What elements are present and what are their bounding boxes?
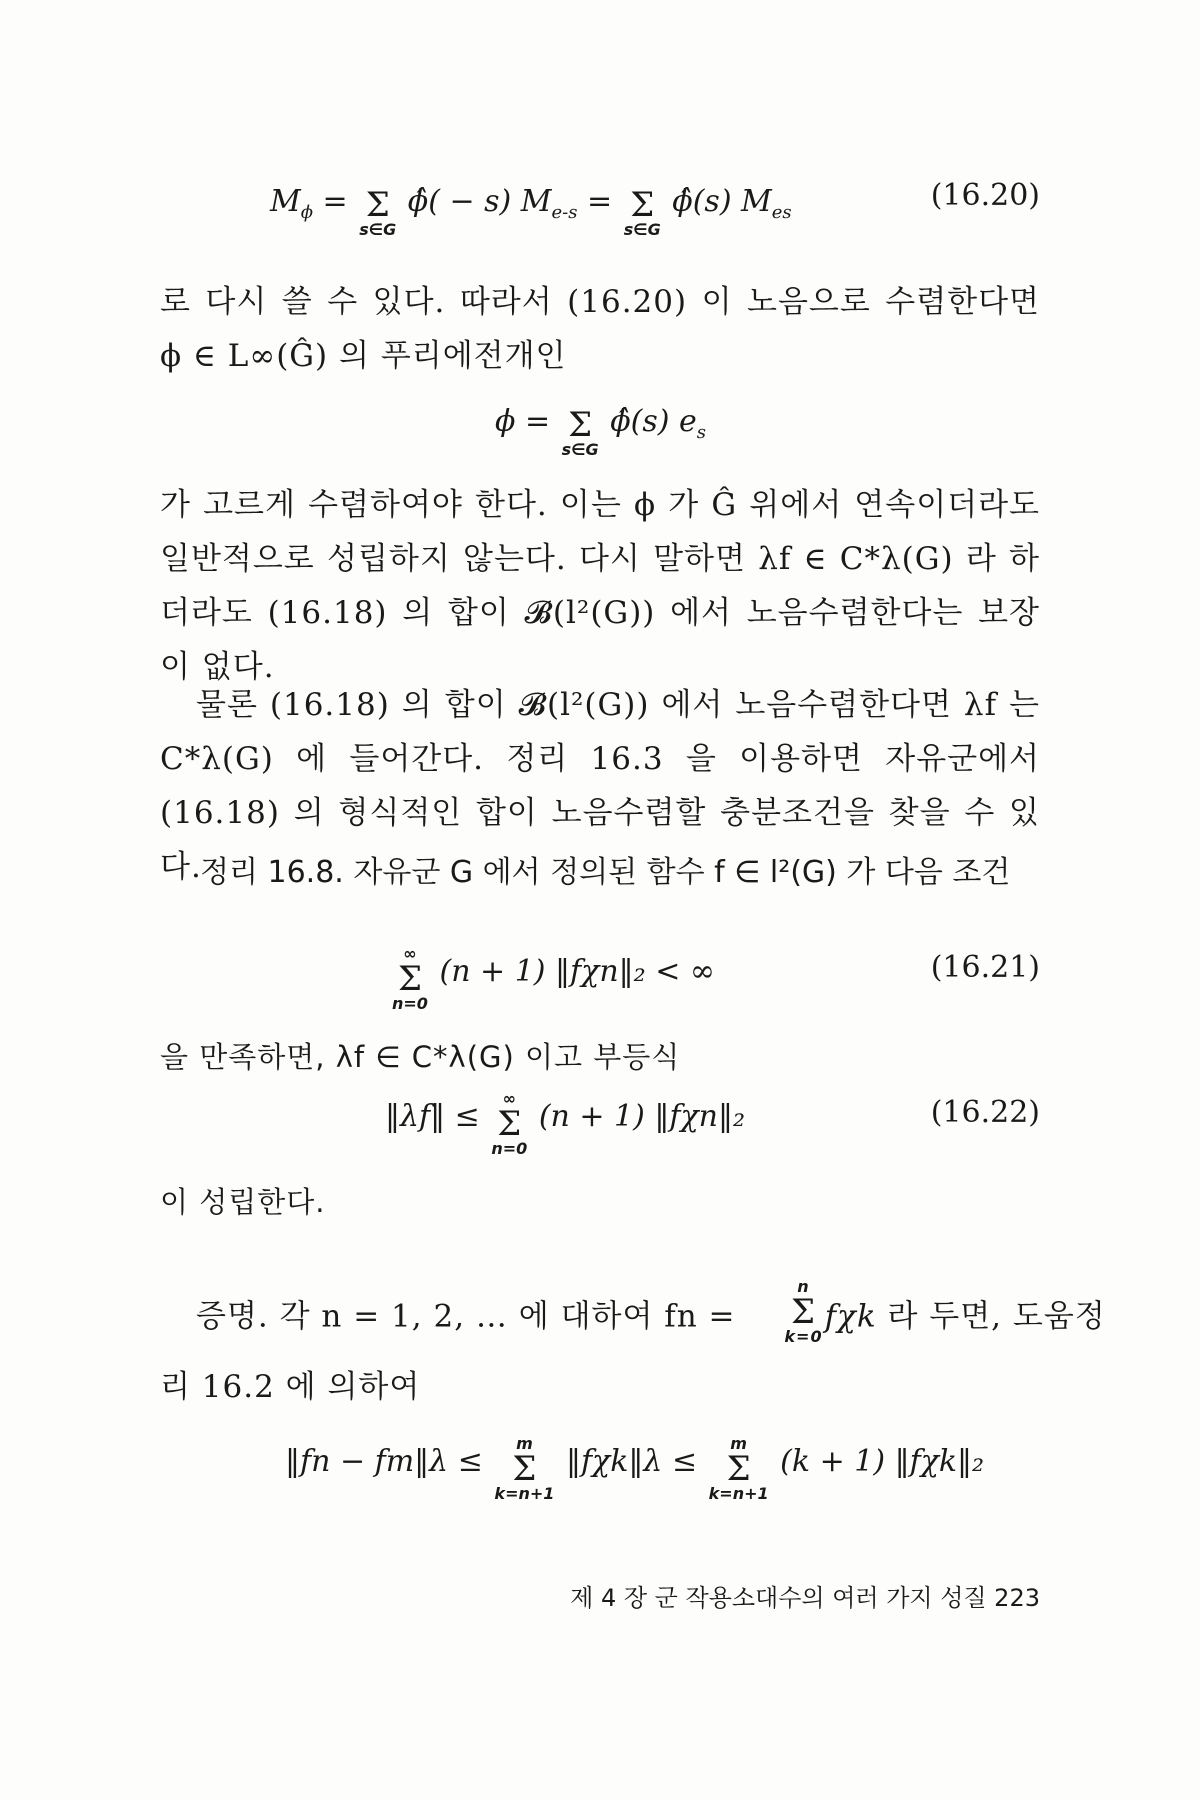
- equation-number: (16.20): [930, 178, 1040, 213]
- equation-norm-inequality: ‖fn − fm‖λ ≤ m Σ k=n+1 ‖fχk‖λ ≤ m Σ k=n+1 (k + 1) ‖fχk‖₂: [285, 1434, 985, 1503]
- equation-16-20: $M_\phi$ = Σ s∈G ϕ̂( − s) $M_{e-s}$ = Σ s∈G ϕ̂(s) $M_{es}$ (16.20): [270, 178, 1040, 239]
- proof-label: 증명. 각 n = 1, 2, … 에 대하여 fn =: [196, 1298, 747, 1335]
- sum-operator: n Σ k=0: [784, 1277, 823, 1346]
- sum-operator: ∞ Σ n=0: [392, 944, 428, 1013]
- paragraph-5: 이 성립한다.: [160, 1185, 326, 1219]
- sum-operator: ∞ Σ n=0: [491, 1089, 528, 1158]
- theorem-16-8: 정리 16.8. 자유군 G 에서 정의된 함수 f ∈ l²(G) 가 다음 조건: [200, 855, 1011, 890]
- paragraph-3: 물론 (16.18) 의 합이 𝓑(l²(G)) 에서 노음수렴한다면 λf 는 C*λ(G) 에 들어간다. 정리 16.3 을 이용하면 자유군에서 (16.18) 의 형식적인 합이 노음수렴할 충분조건을 찾을 수 있다.: [160, 687, 1040, 885]
- paragraph-1: 로 다시 쓸 수 있다. 따라서 (16.20) 이 노음으로 수렴한다면 ϕ ∈ L∞(Ĝ) 의 푸리에전개인: [160, 284, 1040, 374]
- page-footer: 제 4 장 군 작용소대수의 여러 가지 성질 223: [570, 1584, 1040, 1612]
- equation-16-21: ∞ Σ n=0 (n + 1) ‖fχn‖₂ < ∞ (16.21): [392, 944, 1040, 1013]
- sum-operator: m Σ k=n+1: [494, 1434, 555, 1503]
- proof-line: 증명. 각 n = 1, 2, … 에 대하여 fn = n Σ k=0 fχk 라 두면, 도움정: [196, 1277, 1106, 1346]
- equation-16-22: ‖λf‖ ≤ ∞ Σ n=0 (n + 1) ‖fχn‖₂ (16.22): [385, 1089, 1040, 1158]
- sum-operator: Σ s∈G: [561, 405, 599, 459]
- equation-fourier-expansion: ϕ = Σ s∈G ϕ̂(s) $e_s$: [495, 404, 707, 459]
- paragraph-2: 가 고르게 수렴하여야 한다. 이는 ϕ 가 Ĝ 위에서 연속이더라도 일반적으로 성립하지 않는다. 다시 말하면 λf ∈ C*λ(G) 라 하더라도 (16.18) 의 합이 𝓑(l²(G)) 에서 노음수렴한다는 보장이 없다.: [160, 487, 1040, 685]
- sum-operator: m Σ k=n+1: [708, 1434, 769, 1503]
- paragraph-6: 리 16.2 에 의하여: [160, 1369, 421, 1405]
- paragraph-4: 을 만족하면, λf ∈ C*λ(G) 이고 부등식: [160, 1040, 681, 1074]
- equation-number: (16.22): [930, 1095, 1040, 1130]
- equation-number: (16.21): [930, 950, 1040, 985]
- sum-operator: Σ s∈G: [359, 185, 397, 239]
- sum-operator: Σ s∈G: [623, 185, 661, 239]
- eq1-lhs: M: [270, 184, 301, 219]
